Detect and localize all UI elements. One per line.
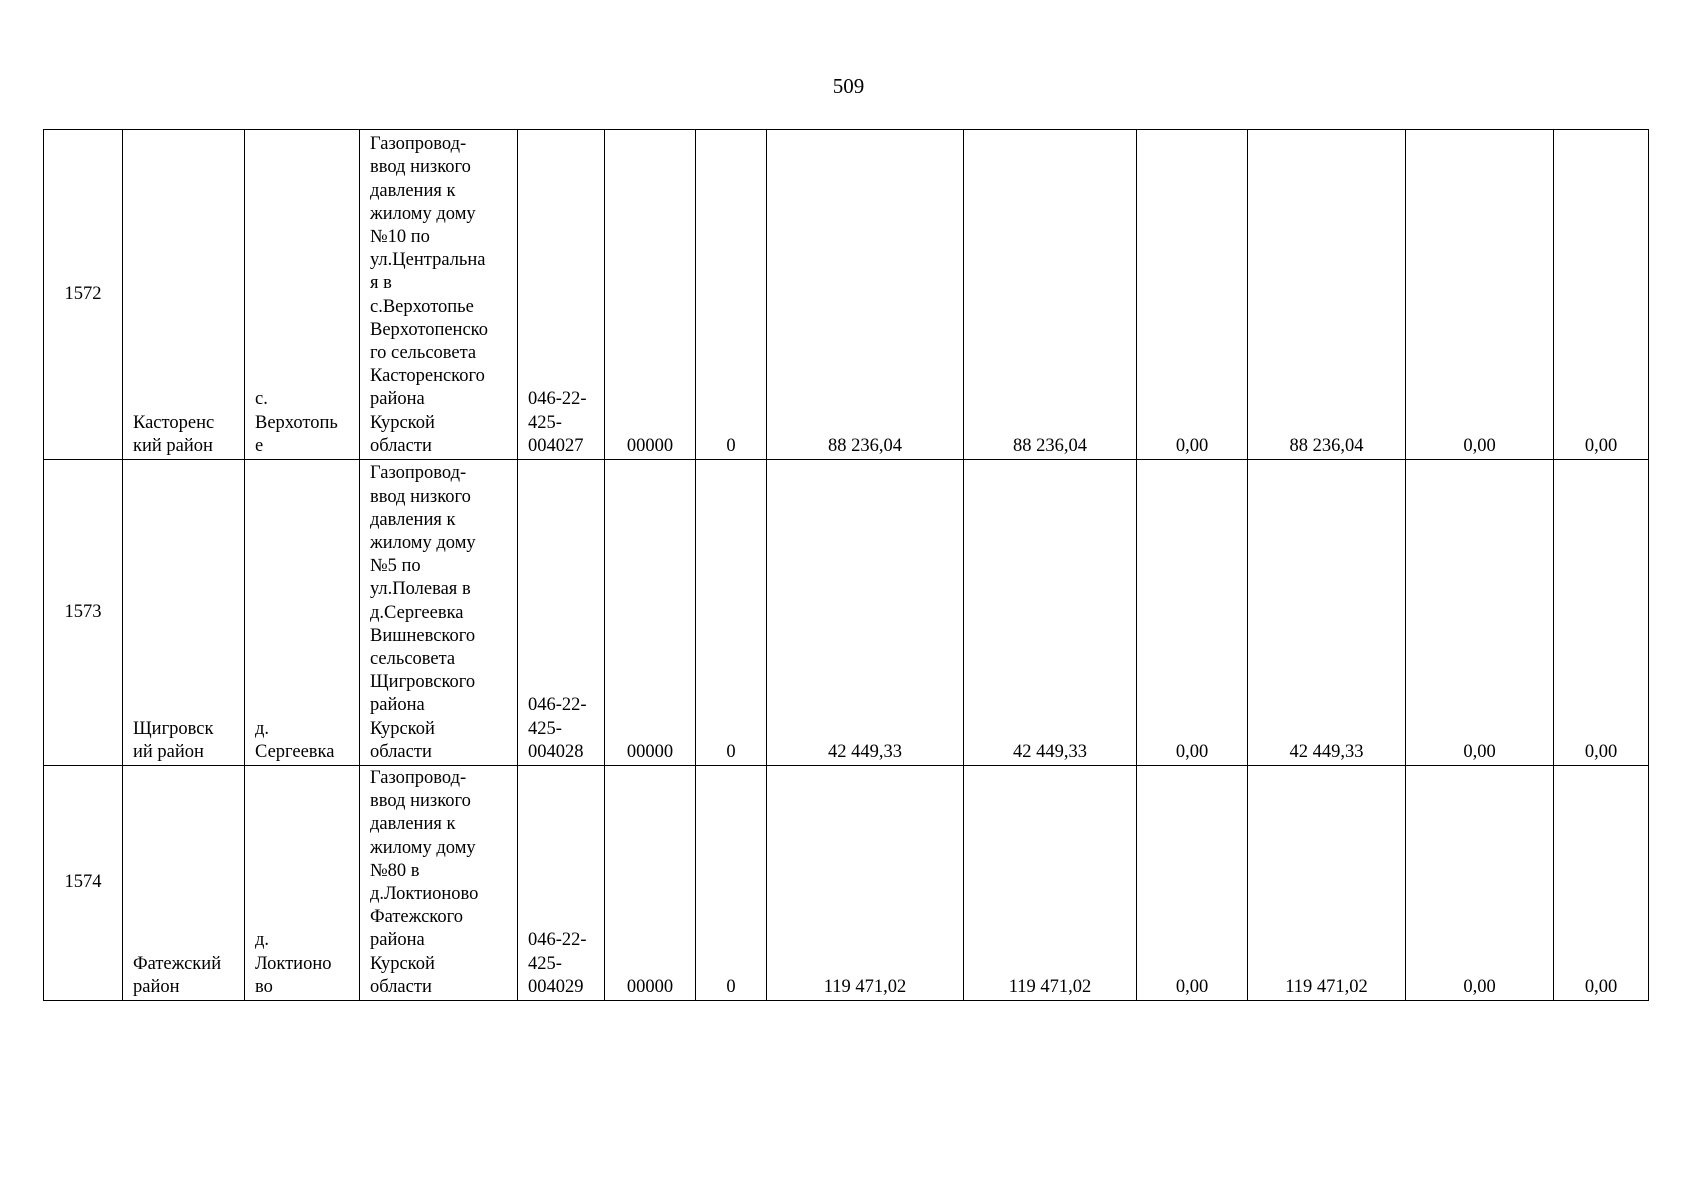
object-name-cell-line: Курской — [370, 718, 435, 739]
value-cell: 0,00 — [1406, 130, 1554, 460]
table-body — [44, 130, 1649, 1001]
object-name-cell-line: ввод низкого — [370, 486, 471, 507]
value-cell: 0,00 — [1554, 130, 1649, 460]
quantity-cell: 0 — [696, 766, 767, 1001]
settlement-cell-line: д. — [255, 718, 270, 739]
settlement-cell — [245, 766, 360, 1001]
cadastral-code-cell — [518, 130, 605, 460]
table-row — [44, 130, 1649, 460]
settlement-cell — [245, 130, 360, 460]
cadastral-code-cell-line: 046-22- — [528, 389, 587, 410]
table-row — [44, 766, 1649, 1001]
cadastral-code-cell-line: 046-22- — [528, 930, 587, 951]
settlement-cell-line: во — [255, 976, 273, 997]
cadastral-code-cell-line: 425- — [528, 412, 562, 433]
code-cell: 00000 — [605, 766, 696, 1001]
district-cell-line: Касторенс — [133, 412, 215, 433]
object-name-cell-line: области — [370, 741, 432, 762]
value-cell: 0,00 — [1554, 766, 1649, 1001]
object-name-cell-line: области — [370, 976, 432, 997]
value-cell: 42 449,33 — [964, 460, 1137, 766]
object-name-cell-line: Газопровод- — [370, 134, 467, 155]
registry-table — [43, 129, 1649, 1001]
row-number-cell: 1572 — [44, 130, 123, 460]
cadastral-code-cell-line: 004027 — [528, 435, 584, 456]
object-name-cell-line: ввод низкого — [370, 157, 471, 178]
value-cell: 119 471,02 — [767, 766, 964, 1001]
settlement-cell — [245, 460, 360, 766]
object-name-cell-line: Вишневского — [370, 625, 476, 646]
row-number-cell: 1574 — [44, 766, 123, 1001]
object-name-cell-line: №10 по — [370, 226, 430, 247]
value-cell: 0,00 — [1137, 766, 1248, 1001]
object-name-cell-line: сельсовета — [370, 648, 456, 669]
cadastral-code-cell-line: 046-22- — [528, 695, 587, 716]
object-name-cell-line: го сельсовета — [370, 342, 477, 363]
object-name-cell-line: Газопровод- — [370, 463, 467, 484]
object-name-cell-line: Курской — [370, 412, 435, 433]
object-name-cell-line: района — [370, 389, 425, 410]
settlement-cell-line: Сергеевка — [255, 741, 335, 762]
object-name-cell-line: ул.Полевая в — [370, 579, 471, 600]
object-name-cell-line: жилому дому — [370, 203, 476, 224]
page-number: 509 — [832, 74, 865, 98]
district-cell-line: Щигровск — [133, 718, 214, 739]
object-name-cell — [360, 766, 518, 1001]
object-name-cell-line: я в — [370, 273, 392, 294]
object-name-cell-line: ул.Центральна — [370, 250, 486, 271]
value-cell: 42 449,33 — [767, 460, 964, 766]
object-name-cell-line: жилому дому — [370, 837, 476, 858]
district-cell-line: кий район — [133, 435, 213, 456]
district-cell — [123, 766, 245, 1001]
value-cell: 0,00 — [1137, 460, 1248, 766]
cadastral-code-cell — [518, 460, 605, 766]
value-cell: 88 236,04 — [767, 130, 964, 460]
value-cell: 88 236,04 — [1248, 130, 1406, 460]
object-name-cell-line: д.Локтионово — [370, 883, 479, 904]
district-cell — [123, 130, 245, 460]
quantity-cell: 0 — [696, 130, 767, 460]
settlement-cell-line: е — [255, 435, 264, 456]
object-name-cell-line: Фатежского — [370, 907, 463, 928]
code-cell: 00000 — [605, 130, 696, 460]
row-number-cell: 1573 — [44, 460, 123, 766]
value-cell: 119 471,02 — [1248, 766, 1406, 1001]
settlement-cell-line: д. — [255, 930, 270, 951]
settlement-cell-line: с. — [255, 389, 268, 410]
value-cell: 119 471,02 — [964, 766, 1137, 1001]
settlement-cell-line: Локтионо — [255, 953, 332, 974]
district-cell-line: Фатежский — [133, 953, 222, 974]
object-name-cell-line: №80 в — [370, 860, 420, 881]
object-name-cell-line: давления к — [370, 509, 456, 530]
object-name-cell-line: №5 по — [370, 556, 421, 577]
district-cell — [123, 460, 245, 766]
object-name-cell-line: д.Сергеевка — [370, 602, 464, 623]
settlement-cell-line: Верхотопь — [255, 412, 338, 433]
value-cell: 0,00 — [1406, 460, 1554, 766]
cadastral-code-cell-line: 425- — [528, 718, 562, 739]
cadastral-code-cell — [518, 766, 605, 1001]
value-cell: 0,00 — [1406, 766, 1554, 1001]
object-name-cell-line: ввод низкого — [370, 791, 471, 812]
object-name-cell-line: давления к — [370, 814, 456, 835]
quantity-cell: 0 — [696, 460, 767, 766]
object-name-cell — [360, 460, 518, 766]
object-name-cell-line: с.Верхотопье — [370, 296, 474, 317]
object-name-cell-line: жилому дому — [370, 532, 476, 553]
district-cell-line: район — [133, 976, 180, 997]
object-name-cell — [360, 130, 518, 460]
cadastral-code-cell-line: 004028 — [528, 741, 584, 762]
object-name-cell-line: Верхотопенско — [370, 319, 488, 340]
table-row — [44, 460, 1649, 766]
value-cell: 42 449,33 — [1248, 460, 1406, 766]
value-cell: 0,00 — [1554, 460, 1649, 766]
object-name-cell-line: давления к — [370, 180, 456, 201]
code-cell: 00000 — [605, 460, 696, 766]
object-name-cell-line: района — [370, 930, 425, 951]
cadastral-code-cell-line: 425- — [528, 953, 562, 974]
district-cell-line: ий район — [133, 741, 204, 762]
object-name-cell-line: Газопровод- — [370, 767, 467, 788]
value-cell: 0,00 — [1137, 130, 1248, 460]
object-name-cell-line: Курской — [370, 953, 435, 974]
cadastral-code-cell-line: 004029 — [528, 976, 584, 997]
object-name-cell-line: района — [370, 695, 425, 716]
object-name-cell-line: области — [370, 435, 432, 456]
object-name-cell-line: Щигровского — [370, 672, 476, 693]
value-cell: 88 236,04 — [964, 130, 1137, 460]
object-name-cell-line: Касторенского — [370, 366, 485, 387]
